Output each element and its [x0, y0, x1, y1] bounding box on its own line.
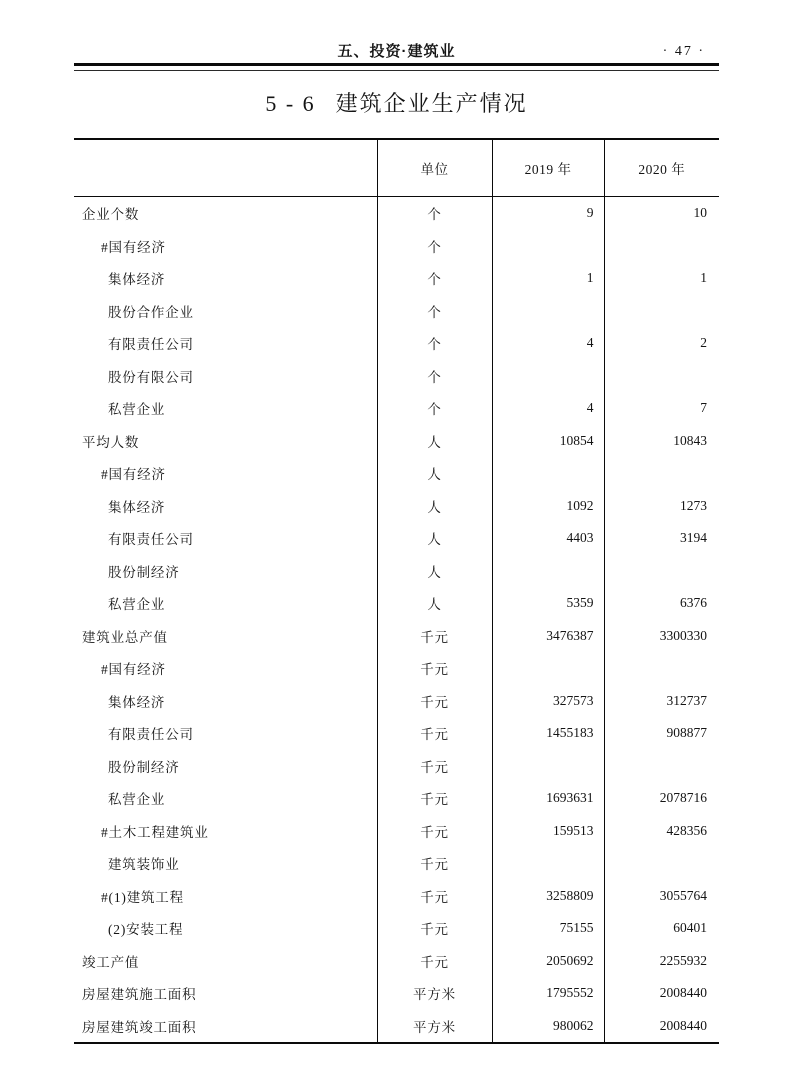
table-row: [74, 197, 719, 230]
table-row: [74, 620, 719, 653]
row-unit: 人: [377, 587, 492, 620]
table-row: [74, 945, 719, 978]
row-value-2019: 5359: [492, 587, 604, 620]
row-label: 建筑装饰业: [108, 857, 180, 873]
row-value-2019: [492, 295, 604, 328]
row-label: #国有经济: [101, 467, 166, 483]
row-unit: 平方米: [377, 977, 492, 1010]
row-value-2019: [492, 652, 604, 685]
row-label: 企业个数: [82, 207, 140, 223]
row-label: 建筑业总产值: [82, 629, 168, 645]
table-row: [74, 490, 719, 523]
table-row: [74, 977, 719, 1010]
row-unit: 千元: [377, 815, 492, 848]
row-label: 房屋建筑施工面积: [82, 987, 197, 1003]
statistics-table: [74, 138, 719, 1044]
row-value-2020: 2008440: [604, 1010, 719, 1044]
row-value-2020: 908877: [604, 717, 719, 750]
row-value-2019: 1693631: [492, 782, 604, 815]
table-row: [74, 360, 719, 393]
col-header-2020: 2020 年: [604, 139, 719, 197]
row-value-2020: 6376: [604, 587, 719, 620]
row-value-2019: 10854: [492, 425, 604, 458]
row-value-2019: 159513: [492, 815, 604, 848]
row-label: #(1)建筑工程: [101, 889, 184, 905]
row-label: #国有经济: [101, 239, 166, 255]
row-label: 有限责任公司: [108, 337, 194, 353]
section-title: 五、投资·建筑业: [337, 43, 456, 60]
row-value-2020: 3055764: [604, 880, 719, 913]
row-label: 股份制经济: [108, 564, 180, 580]
row-unit: 千元: [377, 717, 492, 750]
row-value-2020: 2008440: [604, 977, 719, 1010]
row-unit: 个: [377, 360, 492, 393]
row-value-2019: [492, 750, 604, 783]
row-value-2019: 1: [492, 262, 604, 295]
header-rule: [74, 63, 719, 71]
row-label: #国有经济: [101, 662, 166, 678]
row-unit: 人: [377, 522, 492, 555]
page-header: [0, 0, 793, 71]
row-value-2020: 3300330: [604, 620, 719, 653]
table-row: [74, 750, 719, 783]
row-value-2020: [604, 457, 719, 490]
row-value-2019: [492, 230, 604, 263]
row-label: 集体经济: [108, 694, 166, 710]
running-head: [74, 0, 719, 62]
row-value-2019: 9: [492, 197, 604, 230]
col-header-2019: 2019 年: [492, 139, 604, 197]
row-label: 有限责任公司: [108, 532, 194, 548]
table-row: [74, 782, 719, 815]
table-row: [74, 847, 719, 880]
row-unit: 千元: [377, 685, 492, 718]
row-value-2020: [604, 847, 719, 880]
row-label: 股份有限公司: [108, 369, 194, 385]
table-row: [74, 815, 719, 848]
row-value-2019: 1092: [492, 490, 604, 523]
table-row: [74, 295, 719, 328]
row-value-2019: 4403: [492, 522, 604, 555]
table-title: [0, 87, 793, 121]
row-value-2020: [604, 555, 719, 588]
row-unit: 千元: [377, 912, 492, 945]
col-header-indicator: [74, 139, 377, 197]
row-unit: 千元: [377, 750, 492, 783]
row-unit: 个: [377, 197, 492, 230]
row-label: 平均人数: [82, 434, 140, 450]
row-value-2020: 2255932: [604, 945, 719, 978]
row-value-2020: 312737: [604, 685, 719, 718]
row-value-2020: [604, 750, 719, 783]
row-label: 私营企业: [108, 402, 166, 418]
row-value-2020: 2: [604, 327, 719, 360]
row-value-2019: 2050692: [492, 945, 604, 978]
table-row: [74, 1010, 719, 1044]
table-row: [74, 587, 719, 620]
row-unit: 千元: [377, 880, 492, 913]
table-header-row: [74, 139, 719, 197]
row-unit: 千元: [377, 620, 492, 653]
row-label: #土木工程建筑业: [101, 824, 209, 840]
row-value-2019: [492, 457, 604, 490]
row-value-2020: 1: [604, 262, 719, 295]
table-row: [74, 392, 719, 425]
row-value-2019: 1455183: [492, 717, 604, 750]
row-value-2020: [604, 360, 719, 393]
table-row: [74, 327, 719, 360]
table-row: [74, 457, 719, 490]
row-value-2020: 60401: [604, 912, 719, 945]
row-unit: 人: [377, 457, 492, 490]
row-unit: 千元: [377, 782, 492, 815]
table-row: [74, 685, 719, 718]
row-value-2019: [492, 360, 604, 393]
table-row: [74, 912, 719, 945]
row-unit: 个: [377, 262, 492, 295]
row-label: (2)安装工程: [108, 922, 184, 938]
table-body: [74, 197, 719, 1044]
table-title-text: 建筑企业生产情况: [335, 91, 528, 116]
table-head: [74, 139, 719, 197]
table-row: [74, 652, 719, 685]
row-value-2020: [604, 230, 719, 263]
table-title-number: 5 - 6: [265, 91, 316, 116]
table-row: [74, 425, 719, 458]
col-header-unit: 单位: [377, 139, 492, 197]
row-label: 股份制经济: [108, 759, 180, 775]
table-row: [74, 880, 719, 913]
row-value-2020: 10843: [604, 425, 719, 458]
row-unit: 平方米: [377, 1010, 492, 1044]
page-number: · 47 ·: [662, 44, 705, 59]
row-unit: 人: [377, 555, 492, 588]
table-row: [74, 522, 719, 555]
row-label: 竣工产值: [82, 954, 140, 970]
row-unit: 千元: [377, 847, 492, 880]
table-row: [74, 555, 719, 588]
row-label: 股份合作企业: [108, 304, 194, 320]
row-unit: 个: [377, 230, 492, 263]
row-value-2019: [492, 847, 604, 880]
table-row: [74, 230, 719, 263]
row-unit: 人: [377, 425, 492, 458]
row-value-2019: 4: [492, 392, 604, 425]
row-unit: 个: [377, 327, 492, 360]
row-unit: 个: [377, 295, 492, 328]
row-label: 集体经济: [108, 272, 166, 288]
row-value-2019: 1795552: [492, 977, 604, 1010]
row-value-2020: 1273: [604, 490, 719, 523]
row-value-2019: 75155: [492, 912, 604, 945]
row-label: 私营企业: [108, 792, 166, 808]
row-value-2020: [604, 652, 719, 685]
row-value-2020: 2078716: [604, 782, 719, 815]
table-row: [74, 262, 719, 295]
row-value-2019: [492, 555, 604, 588]
row-unit: 千元: [377, 945, 492, 978]
row-unit: 个: [377, 392, 492, 425]
row-value-2019: 980062: [492, 1010, 604, 1044]
row-value-2019: 3476387: [492, 620, 604, 653]
row-value-2019: 4: [492, 327, 604, 360]
row-value-2020: [604, 295, 719, 328]
row-label: 私营企业: [108, 597, 166, 613]
row-label: 集体经济: [108, 499, 166, 515]
row-label: 房屋建筑竣工面积: [82, 1019, 197, 1035]
row-value-2019: 3258809: [492, 880, 604, 913]
row-unit: 人: [377, 490, 492, 523]
row-value-2019: 327573: [492, 685, 604, 718]
row-value-2020: 428356: [604, 815, 719, 848]
row-unit: 千元: [377, 652, 492, 685]
row-label: 有限责任公司: [108, 727, 194, 743]
row-value-2020: 10: [604, 197, 719, 230]
row-value-2020: 3194: [604, 522, 719, 555]
row-value-2020: 7: [604, 392, 719, 425]
table-row: [74, 717, 719, 750]
